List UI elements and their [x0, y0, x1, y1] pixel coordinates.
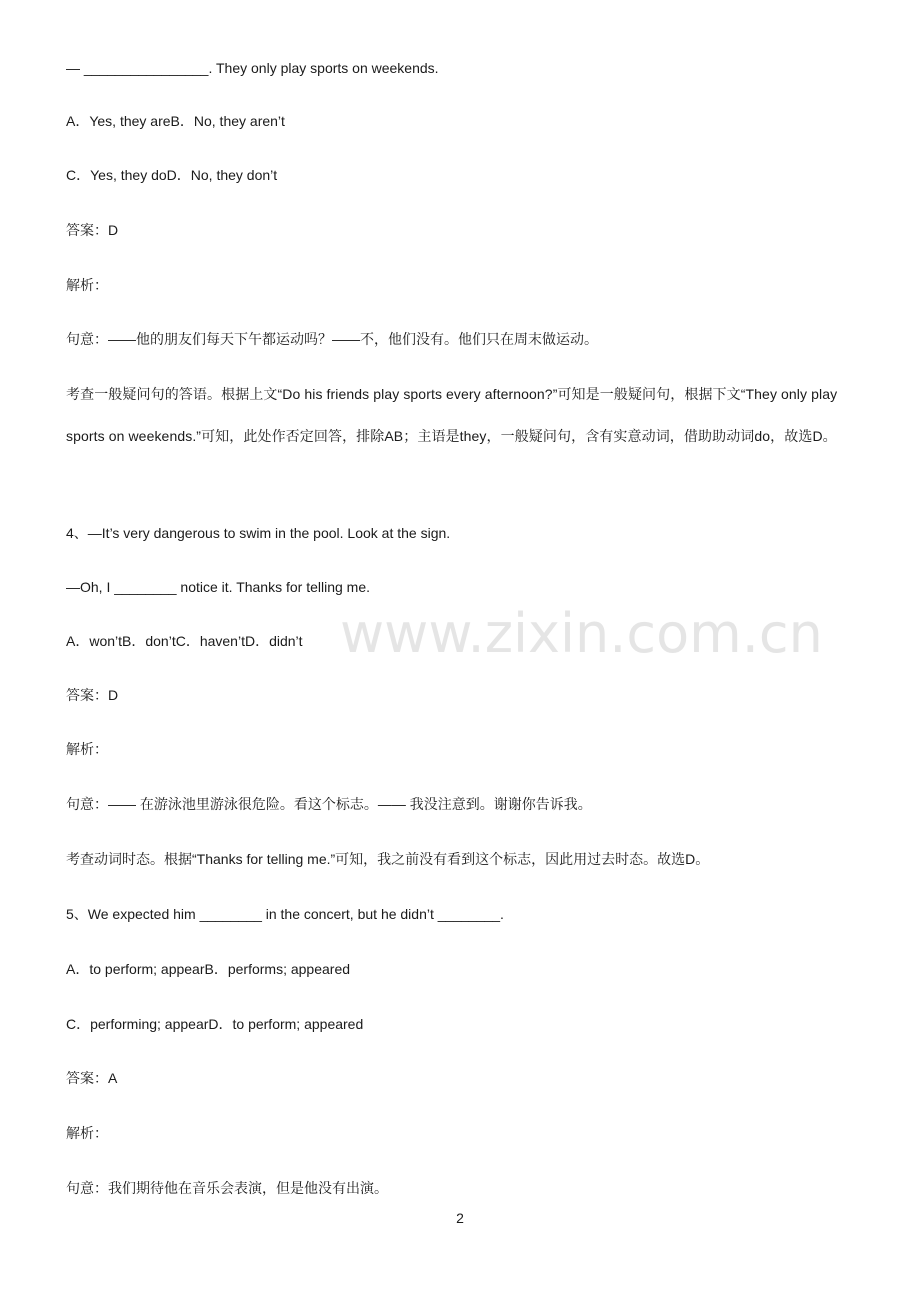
q3-options-ab: A．Yes, they areB．No, they aren’t: [66, 113, 285, 129]
q4-reply: —Oh, I ________ notice it. Thanks for telling me.: [66, 579, 371, 595]
q4-options: A．won’tB．don’tC．haven’tD．didn’t: [66, 633, 303, 649]
q4-analysis-label: 解析：: [66, 741, 108, 757]
q5-answer: 答案：A: [66, 1070, 118, 1086]
q4-question: 4、—It’s very dangerous to swim in the pool. Look at the sign.: [66, 525, 451, 541]
q3-blank-line: — ________________. They only play sports on weekends.: [66, 60, 439, 76]
page-number: 2: [456, 1210, 464, 1226]
watermark: www.zixin.com.cn: [340, 602, 823, 665]
q3-meaning: 句意：——他的朋友们每天下午都运动吗？——不，他们没有。他们只在周末做运动。: [66, 331, 598, 347]
q5-options-ab: A．to perform; appearB．performs; appeared: [66, 961, 351, 977]
q3-explanation: 考查一般疑问句的答语。根据上文“Do his friends play sports every afternoon?”可知是一般疑问句，根据下文“They only play sports on weekends.”可知，此处作否定回答，排除AB；主语是they，一般疑问句，含有实意动词，借助助动词do，故选D。: [66, 386, 838, 444]
q3-options-cd: C．Yes, they doD．No, they don’t: [66, 167, 278, 183]
q3-analysis-label: 解析：: [66, 277, 108, 293]
q4-meaning: 句意：—— 在游泳池里游泳很危险。看这个标志。—— 我没注意到。谢谢你告诉我。: [66, 796, 592, 812]
q5-meaning: 句意：我们期待他在音乐会表演，但是他没有出演。: [66, 1180, 388, 1196]
q3-answer: 答案：D: [66, 222, 119, 238]
q5-analysis-label: 解析：: [66, 1125, 108, 1141]
q4-explanation: 考查动词时态。根据“Thanks for telling me.”可知，我之前没有看到这个标志，因此用过去时态。故选D。: [66, 851, 710, 867]
q5-options-cd: C．performing; appearD．to perform; appeared: [66, 1016, 364, 1032]
q5-question: 5、We expected him ________ in the concert, but he didn’t ________.: [66, 906, 504, 922]
q4-answer: 答案：D: [66, 687, 119, 703]
